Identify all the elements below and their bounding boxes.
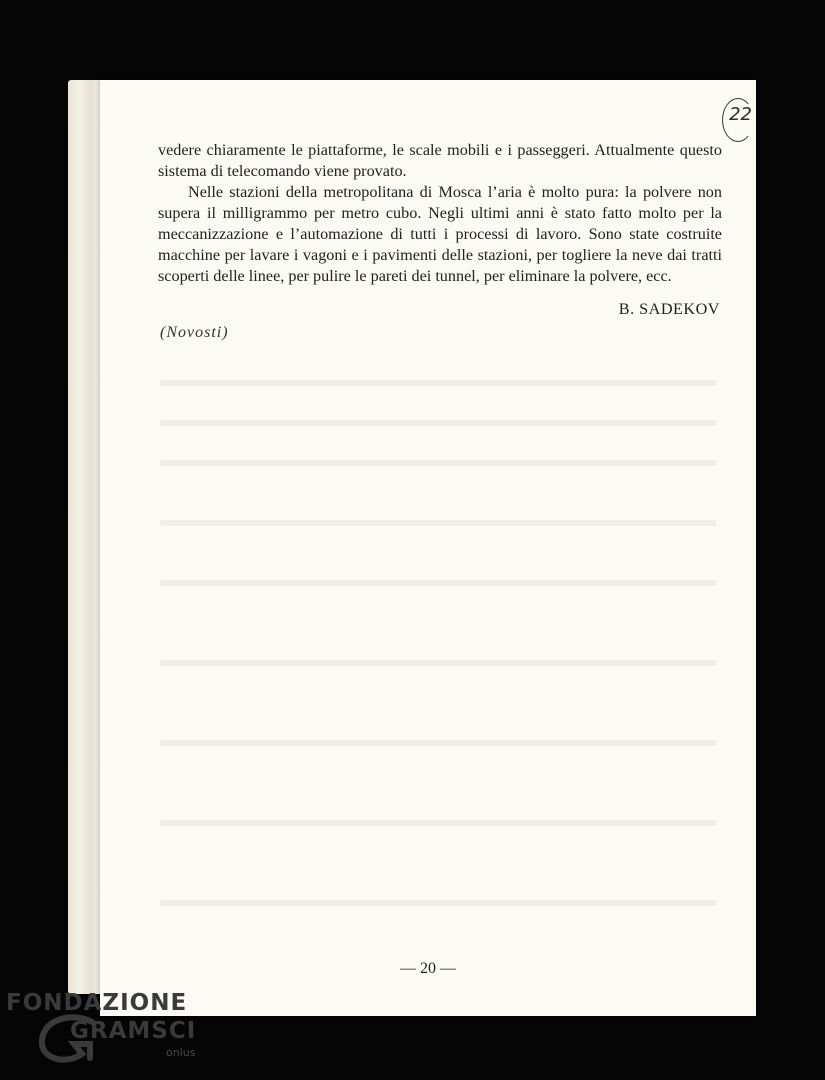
show-through xyxy=(160,740,716,746)
source-credit: (Novosti) xyxy=(160,324,229,341)
document-page xyxy=(100,80,756,1016)
show-through xyxy=(160,460,716,466)
logo-text-line1: FONDAZIONE xyxy=(6,990,188,1016)
show-through xyxy=(160,820,716,826)
page-number: — 20 — xyxy=(400,960,456,977)
logo-text-line2: GRAMSCI xyxy=(70,1018,197,1044)
show-through xyxy=(160,420,716,426)
show-through xyxy=(160,520,716,526)
archive-number: 22 xyxy=(729,104,752,125)
paragraph: vedere chiaramente le piattaforme, le scale mobili e i passeggeri. Attualmente questo sistema di telecomando viene provato. xyxy=(158,141,722,180)
show-through xyxy=(160,380,716,386)
show-through xyxy=(160,580,716,586)
author-signature: B. SADEKOV xyxy=(618,300,720,318)
show-through xyxy=(160,900,716,906)
fondazione-gramsci-watermark xyxy=(6,990,216,1070)
logo-text-line3: onlus xyxy=(166,1046,196,1059)
show-through xyxy=(160,660,716,666)
body-text xyxy=(158,140,722,287)
paragraph: Nelle stazioni della metropolitana di Mosca l’aria è molto pura: la polvere non supera il milligrammo per metro cubo. Negli ultimi anni è stato fatto molto per la meccanizzazione e l’automazione di tutti i processi di lavoro. Sono state costruite macchine per lavare i vagoni e i pavimenti delle stazioni, per togliere la neve dai tratti scoperti delle linee, per pulire le pareti dei tunnel, per eliminare la polvere, ecc. xyxy=(158,183,722,285)
